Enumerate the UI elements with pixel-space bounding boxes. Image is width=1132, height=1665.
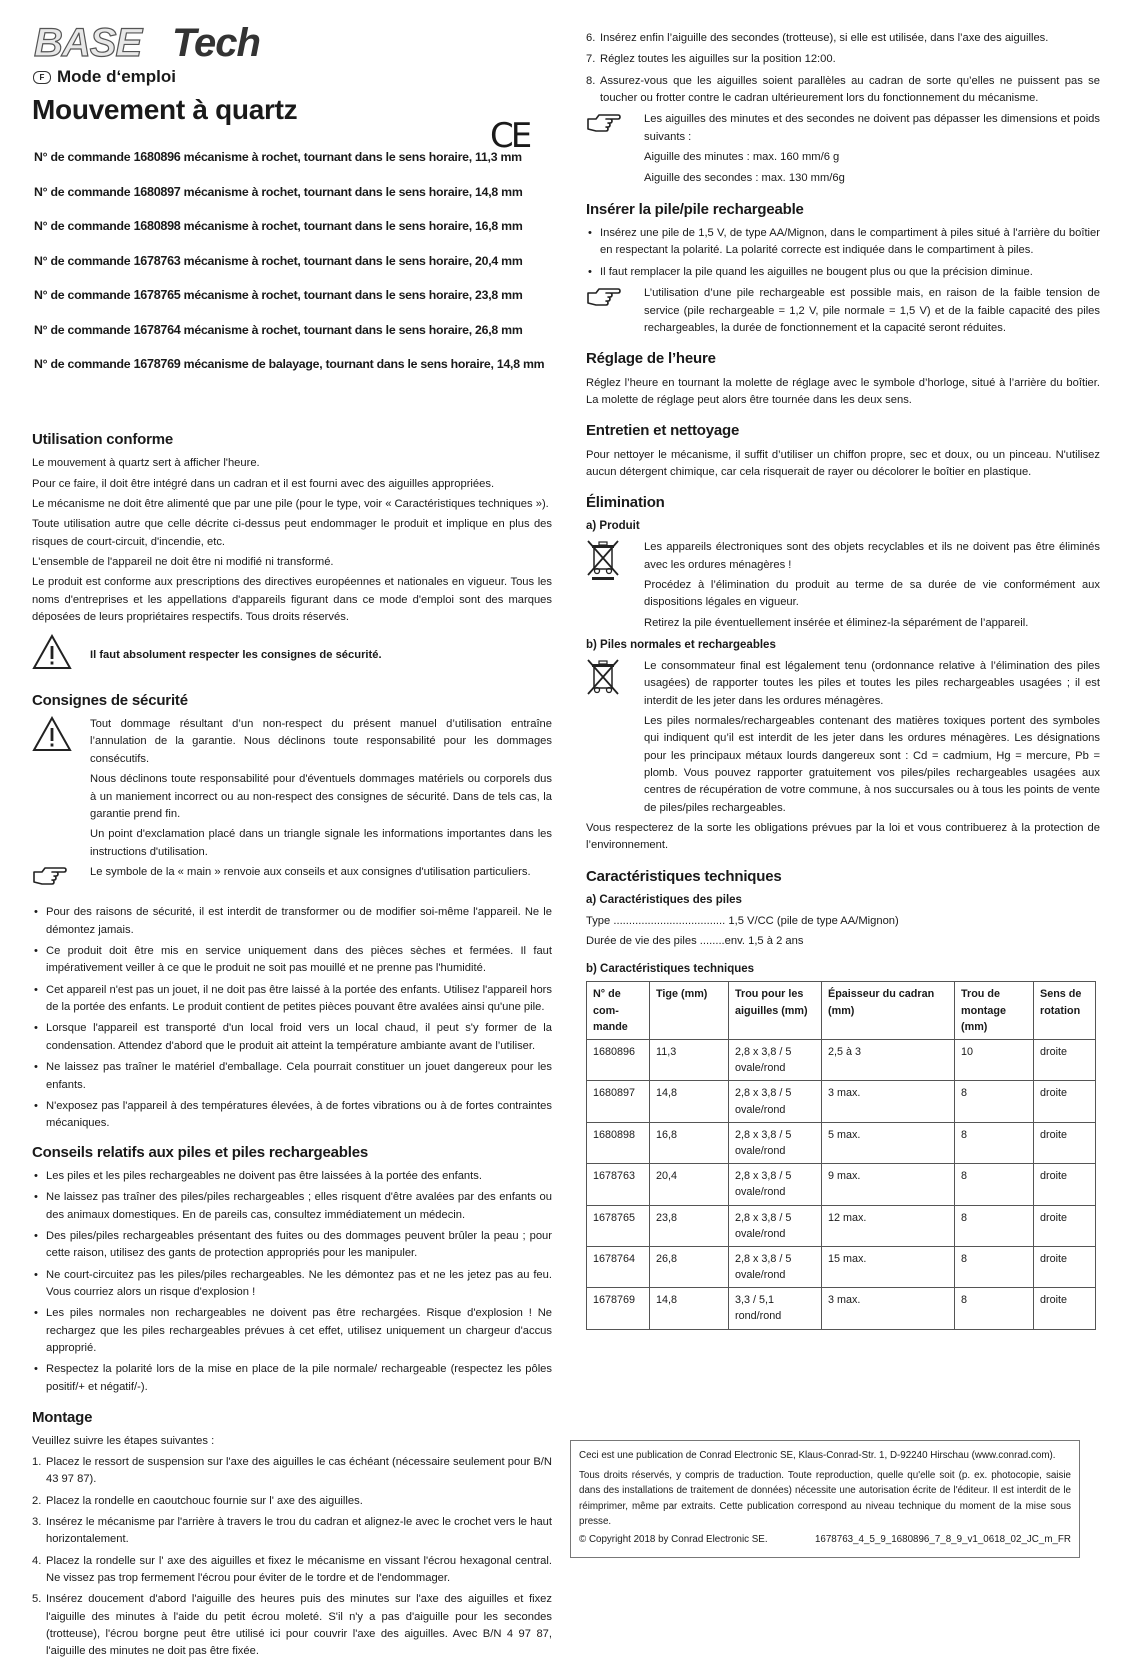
paragraph: Pour nettoyer le mécanisme, il suffit d’utiliser un chiffon propre, sec et doux, ou un pinceau. N'utilisez aucun détergent chimique, car cela risquerait de rayer ou décolorer le boîtier en plastique. bbox=[586, 448, 1100, 478]
paragraph: Nous déclinons toute responsabilité pour d'éventuels dommages matériels ou corporels dus à un maniement incorrect ou au non-respect des consignes de sécurité. Dans de tels cas, la garantie prend fin. bbox=[90, 773, 552, 820]
table-cell: 15 max. bbox=[822, 1246, 955, 1287]
order-description: mécanisme à rochet, tournant dans le sens horaire, 26,8 mm bbox=[180, 322, 523, 337]
safety-warning-row bbox=[32, 634, 552, 676]
table-cell: 1680896 bbox=[587, 1040, 650, 1081]
table-row bbox=[587, 1246, 1096, 1287]
produit-disposal-row bbox=[586, 539, 1100, 635]
table-header-row bbox=[587, 982, 1096, 1040]
table-cell: droite bbox=[1034, 1205, 1096, 1246]
step-text: Insérez le mécanisme par l'arrière à travers le trou du cadran et alignez-le avec le crochet vers le haut horizontalement. bbox=[46, 1515, 552, 1546]
produit-disposal-text bbox=[644, 539, 1100, 635]
basetech-logo bbox=[34, 22, 354, 64]
paragraph: Réglez l’heure en tournant la molette de réglage avec le symbole d’horloge, situé à l’arrière du boîtier. La molette de réglage peut alors être tournée dans les deux sens. bbox=[586, 376, 1100, 406]
list-item: • Il faut remplacer la pile quand les aiguilles ne bougent plus ou que la précision diminue. bbox=[586, 264, 1100, 281]
step-number: 5. bbox=[32, 1593, 42, 1606]
paragraph: Aiguille des secondes : max. 130 mm/6g bbox=[644, 171, 845, 184]
step-number: 6. bbox=[586, 32, 596, 44]
order-number: 1678765 bbox=[133, 288, 181, 302]
table-cell: droite bbox=[1034, 1246, 1096, 1287]
table-cell: 1680898 bbox=[587, 1122, 650, 1163]
consignes-bullet-list bbox=[32, 904, 552, 1132]
list-item: • Ne laissez pas traîner des piles/piles rechargeables ; elles risquent d'être avalées par des enfants ou des animaux domestiques. En de pareils cas, consultez immédiatement un médecin. bbox=[32, 1189, 552, 1224]
paragraph: L'ensemble de l'appareil ne doit être ni modifié ni transformé. bbox=[32, 556, 334, 569]
step-text: Placez la rondelle sur l' axe des aiguilles et fixez le mécanisme en vissant l'écrou hexagonal central. Ne vissez pas trop fermement l'écrou pour éviter de le tordre et de l'endommager. bbox=[46, 1554, 552, 1584]
hand-note-text: Le symbole de la « main » renvoie aux conseils et aux consignes d'utilisation particuliers. bbox=[90, 865, 531, 878]
table-cell: 3 max. bbox=[822, 1288, 955, 1329]
paragraph: Les appareils électroniques sont des objets recyclables et ils ne doivent pas être éliminés avec les ordures ménagères ! bbox=[644, 541, 1100, 571]
footer-rights: Tous droits réservés, y compris de traduction. Toute reproduction, quelle qu'elle soit (p. ex. photocopie, saisie dans des installations de traitement de données) nécessite une autorisation écrite de l'éditeur. Il est interdit de le réimprimer, même par extraits. Cette publication correspond au niveau technique du moment de la mise sous presse. bbox=[579, 1470, 1071, 1527]
list-item: • Insérez une pile de 1,5 V, de type AA/Mignon, dans le compartiment à piles situé à l'arrière du boîtier en respectant la polarité. La polarité correcte est indiquée dans le compartiment à piles. bbox=[586, 225, 1100, 260]
page-title: Mouvement à quartz bbox=[32, 94, 298, 125]
hand-note-row bbox=[586, 285, 1100, 337]
list-item bbox=[586, 51, 1100, 68]
order-line bbox=[34, 355, 564, 390]
paragraph: Procédez à l’élimination du produit au terme de sa durée de vie conformément aux dispositions légales en vigueur. bbox=[644, 579, 1100, 609]
order-number: 1680898 bbox=[133, 219, 181, 233]
table-cell: droite bbox=[1034, 1164, 1096, 1205]
list-item: • Les piles et les piles rechargeables ne doivent pas être laissées à la portée des enfants. bbox=[32, 1168, 552, 1185]
table-cell: 14,8 bbox=[650, 1081, 729, 1122]
step-number: 1. bbox=[32, 1455, 42, 1468]
table-cell: 2,8 x 3,8 / 5 ovale/rond bbox=[729, 1164, 822, 1205]
section-heading-reglage: Réglage de l’heure bbox=[586, 350, 716, 368]
paragraph: Retirez la pile éventuellement insérée et éliminez-la séparément de l’appareil. bbox=[644, 616, 1029, 629]
step-number: 3. bbox=[32, 1515, 42, 1528]
list-item: • N'exposez pas l'appareil à des températures élevées, à de fortes vibrations ou à de fortes contraintes mécaniques. bbox=[32, 1098, 552, 1133]
table-cell: 1678763 bbox=[587, 1164, 650, 1205]
table-cell: 2,8 x 3,8 / 5 ovale/rond bbox=[729, 1122, 822, 1163]
table-cell: 20,4 bbox=[650, 1164, 729, 1205]
table-cell: 3,3 / 5,1 rond/rond bbox=[729, 1288, 822, 1329]
table-cell: 1680897 bbox=[587, 1081, 650, 1122]
paragraph: Les piles normales/rechargeables contenant des matières toxiques portent des symboles qui indiquent qu’il est interdit de les jeter dans les ordures ménagères. Les désignations pour les principaux métaux lourds dangereux sont : Cd = cadmium, Hg = mercure, Pb = plomb. Vous pouvez rapporter gratuitement vos piles/piles rechargeables usagées aux centres de récupération de votre commune, à nos succursales ou à tous les points de vente de piles/piles rechargeables. bbox=[644, 714, 1100, 814]
list-item bbox=[586, 73, 1100, 108]
list-item: • Ce produit doit être mis en service uniquement dans des pièces sèches et fermées. Il faut impérativement veiller à ce que le produit ne soit pas mouillé et ne prenne pas l'humidité. bbox=[32, 943, 552, 978]
section-heading-elimination: Élimination bbox=[586, 494, 665, 512]
footer-copyright-row bbox=[579, 1532, 1071, 1547]
list-item: • Ne laissez pas traîner le matériel d'emballage. Cela pourrait constituer un jouet dangereux pour les enfants. bbox=[32, 1059, 552, 1094]
spec-value: 1,5 V/CC (pile de type AA/Mignon) bbox=[725, 914, 899, 927]
order-number: 1678763 bbox=[133, 253, 181, 268]
paragraph: Un point d'exclamation placé dans un triangle signale les informations importantes dans les instructions d'utilisation. bbox=[90, 828, 552, 858]
section-heading-consignes: Consignes de sécurité bbox=[32, 691, 188, 709]
table-cell: 10 bbox=[955, 1040, 1034, 1081]
spec-label: Durée de vie des piles ........ bbox=[586, 935, 725, 948]
list-item bbox=[32, 1553, 552, 1588]
crossed-bin-icon bbox=[586, 658, 644, 706]
hand-note-row bbox=[586, 111, 1100, 189]
paragraph: Le consommateur final est légalement tenu (ordonnance relative à l’élimination des piles usagées) de rapporter toutes les piles et toutes les piles rechargeables usagées ; il est interdit de les jeter dans les ordures ménagères. bbox=[644, 659, 1100, 707]
table-row bbox=[587, 1081, 1096, 1122]
language-badge: F bbox=[33, 71, 51, 84]
table-cell: 8 bbox=[955, 1288, 1034, 1329]
table-cell: 12 max. bbox=[822, 1205, 955, 1246]
order-line bbox=[34, 183, 564, 218]
paragraph: Les aiguilles des minutes et des secondes ne doivent pas dépasser les dimensions et poids suivants : bbox=[644, 113, 1100, 143]
order-prefix: N° de commande bbox=[34, 184, 134, 199]
table-row bbox=[587, 1040, 1096, 1081]
ce-mark: CE bbox=[490, 116, 530, 156]
footer-doc-code: 1678763_4_5_9_1680896_7_8_9_v1_0618_02_JC_m_FR bbox=[814, 1533, 1071, 1545]
column-header: Trou de montage (mm) bbox=[955, 982, 1034, 1040]
section-heading-inserer: Insérer la pile/pile rechargeable bbox=[586, 200, 804, 218]
table-cell: droite bbox=[1034, 1040, 1096, 1081]
spec-label: Type .................................... bbox=[586, 914, 726, 927]
table-cell: 2,8 x 3,8 / 5 ovale/rond bbox=[729, 1246, 822, 1287]
right-column bbox=[586, 30, 1100, 1330]
column-header: Trou pour les aiguilles (mm) bbox=[729, 982, 822, 1040]
table-cell: droite bbox=[1034, 1288, 1096, 1329]
step-text: Insérez enfin l’aiguille des secondes (trotteuse), si elle est utilisée, dans l’axe des aiguilles. bbox=[600, 32, 1049, 44]
order-prefix: N° de commande bbox=[34, 322, 134, 337]
table-cell: 3 max. bbox=[822, 1081, 955, 1122]
paragraph: Pour ce faire, il doit être intégré dans un cadran et il est fourni avec des aiguilles appropriées. bbox=[32, 477, 495, 490]
list-item: • Lorsque l'appareil est transporté d'un local froid vers un local chaud, il peut s'y former de la condensation. Attendez d'abord que le produit ait atteint la température ambiante avant de l’utiliser. bbox=[32, 1020, 552, 1055]
list-item bbox=[586, 30, 1100, 47]
order-description: mécanisme à rochet, tournant dans le sens horaire, 11,3 mm bbox=[180, 150, 522, 164]
step-text: Assurez-vous que les aiguilles soient parallèles au cadran de sorte qu’elles ne puissent pas se toucher ou frotter contre le cadran ultérieurement lors du fonctionnement du mécanisme. bbox=[600, 74, 1100, 105]
list-item bbox=[32, 1493, 552, 1510]
step-number: 8. bbox=[586, 74, 596, 87]
order-number: 1678769 bbox=[133, 357, 181, 371]
order-number: 1680896 bbox=[133, 150, 181, 164]
safety-warning-text: Il faut absolument respecter les consignes de sécurité. bbox=[90, 648, 382, 661]
order-prefix: N° de commande bbox=[34, 288, 134, 302]
section-heading-utilisation: Utilisation conforme bbox=[32, 431, 174, 448]
hand-note-text bbox=[644, 111, 1100, 189]
order-line bbox=[34, 217, 564, 252]
list-item: • Respectez la polarité lors de la mise en place de la pile normale/ rechargeable (respectez les pôles positif/+ et négatif/-). bbox=[32, 1361, 552, 1396]
publication-footer bbox=[570, 1440, 1080, 1558]
step-text: Placez le ressort de suspension sur l'axe des aiguilles le cas échéant (nécessaire seulement pour B/N 43 97 87). bbox=[46, 1455, 552, 1486]
table-cell: 11,3 bbox=[650, 1040, 729, 1081]
spec-type bbox=[586, 913, 1100, 930]
inserer-bullet-list bbox=[586, 225, 1100, 281]
table-cell: 8 bbox=[955, 1164, 1034, 1205]
column-header: Sens de rotation bbox=[1034, 982, 1096, 1040]
table-cell: 2,8 x 3,8 / 5 ovale/rond bbox=[729, 1081, 822, 1122]
step-text: Placez la rondelle en caoutchouc fournie sur l' axe des aiguilles. bbox=[46, 1494, 363, 1507]
document-mode bbox=[33, 64, 176, 90]
table-cell: 1678769 bbox=[587, 1288, 650, 1329]
list-item bbox=[32, 1591, 552, 1660]
section-heading-conseils: Conseils relatifs aux piles et piles rechargeables bbox=[32, 1143, 368, 1161]
logo-tech-text: Tech bbox=[172, 22, 260, 64]
pointing-hand-icon bbox=[586, 285, 644, 315]
table-cell: 2,8 x 3,8 / 5 ovale/rond bbox=[729, 1040, 822, 1081]
table-row bbox=[587, 1122, 1096, 1163]
table-cell: 1678765 bbox=[587, 1205, 650, 1246]
paragraph: Le mouvement à quartz sert à afficher l'heure. bbox=[32, 457, 260, 470]
consignes-warning-block bbox=[32, 716, 552, 864]
order-line bbox=[34, 321, 564, 356]
step-number: 2. bbox=[32, 1494, 42, 1507]
order-prefix: N° de commande bbox=[34, 253, 134, 268]
table-cell: 2,8 x 3,8 / 5 ovale/rond bbox=[729, 1205, 822, 1246]
montage-steps-continued bbox=[586, 30, 1100, 107]
footer-copyright: © Copyright 2018 by Conrad Electronic SE. bbox=[579, 1533, 768, 1545]
subheading-produit: a) Produit bbox=[586, 520, 640, 533]
spec-duree bbox=[586, 933, 1100, 950]
table-cell: droite bbox=[1034, 1081, 1096, 1122]
paragraph: Veuillez suivre les étapes suivantes : bbox=[32, 1435, 215, 1448]
warning-triangle-icon bbox=[32, 716, 90, 758]
montage-steps-list bbox=[32, 1454, 552, 1661]
piles-disposal-row bbox=[586, 658, 1100, 820]
table-cell: 8 bbox=[955, 1205, 1034, 1246]
order-number: 1678764 bbox=[133, 322, 181, 337]
order-line bbox=[34, 286, 564, 321]
table-body bbox=[587, 1040, 1096, 1330]
crossed-bin-icon bbox=[586, 539, 644, 587]
step-number: 7. bbox=[586, 53, 596, 66]
table-cell: droite bbox=[1034, 1122, 1096, 1163]
footer-publisher: Ceci est une publication de Conrad Electronic SE, Klaus-Conrad-Str. 1, D-92240 Hirschau (www.conrad.com). bbox=[579, 1450, 1056, 1461]
table-cell: 8 bbox=[955, 1246, 1034, 1287]
list-item: • Pour des raisons de sécurité, il est interdit de transformer ou de modifier soi-même l'appareil. Ne le démontez jamais. bbox=[32, 904, 552, 939]
step-number: 4. bbox=[32, 1554, 42, 1567]
paragraph: Vous respecterez de la sorte les obligations prévues par la loi et vous contribuerez à la protection de l’environnement. bbox=[586, 822, 1100, 852]
paragraph: Toute utilisation autre que celle décrite ci-dessus peut endommager le produit et implique en plus des risques de court-circuit, d'incendie, etc. bbox=[32, 518, 552, 548]
logo-base-text: BASE bbox=[34, 22, 142, 64]
order-prefix: N° de commande bbox=[34, 150, 134, 164]
subheading-piles: b) Piles normales et rechargeables bbox=[586, 639, 776, 652]
step-text: Réglez toutes les aiguilles sur la position 12:00. bbox=[600, 53, 836, 66]
order-list bbox=[34, 148, 564, 390]
table-cell: 9 max. bbox=[822, 1164, 955, 1205]
table-row bbox=[587, 1205, 1096, 1246]
list-item: • Ne court-circuitez pas les piles/piles rechargeables. Ne les démontez pas et ne les jetez pas au feu. Vous courriez alors un risque d'explosion ! bbox=[32, 1267, 552, 1302]
section-heading-caracteristiques: Caractéristiques techniques bbox=[586, 867, 782, 885]
order-prefix: N° de commande bbox=[34, 219, 134, 233]
subheading-piles-specs: a) Caractéristiques des piles bbox=[586, 894, 742, 907]
consignes-warning-text bbox=[90, 716, 552, 864]
section-heading-entretien: Entretien et nettoyage bbox=[586, 422, 740, 440]
order-number: 1680897 bbox=[133, 184, 181, 199]
list-item: • Les piles normales non rechargeables ne doivent pas être rechargées. Risque d'explosion ! Ne rechargez que les piles rechargeables prévues à cet effet, utilisez uniquement un chargeur d'accus approprié. bbox=[32, 1305, 552, 1357]
list-item: • Des piles/piles rechargeables présentant des fuites ou des dommages peuvent brûler la peau ; pour cette raison, utilisez des gants de protection appropriés pour les manipuler. bbox=[32, 1228, 552, 1263]
mode-label: Mode d‘emploi bbox=[57, 67, 176, 86]
conseils-bullet-list bbox=[32, 1168, 552, 1396]
order-description: mécanisme à rochet, tournant dans le sens horaire, 23,8 mm bbox=[180, 288, 523, 302]
hand-note-row bbox=[32, 864, 552, 894]
left-column bbox=[32, 428, 552, 1665]
table-cell: 8 bbox=[955, 1122, 1034, 1163]
list-item bbox=[32, 1454, 552, 1489]
table-cell: 5 max. bbox=[822, 1122, 955, 1163]
order-description: mécanisme à rochet, tournant dans le sens horaire, 14,8 mm bbox=[180, 184, 523, 199]
table-cell: 8 bbox=[955, 1081, 1034, 1122]
order-prefix: N° de commande bbox=[34, 357, 134, 371]
table-cell: 2,5 à 3 bbox=[822, 1040, 955, 1081]
table-cell: 23,8 bbox=[650, 1205, 729, 1246]
warning-triangle-icon bbox=[32, 634, 90, 676]
table-row bbox=[587, 1288, 1096, 1329]
hand-note-text: L’utilisation d’une pile rechargeable est possible mais, en raison de la faible tension de service (pile rechargeable = 1,2 V, pile normale = 1,5 V) et de la faible capacité des piles rechargeables, la durée de fonctionnement et la capacité seront réduites. bbox=[644, 287, 1100, 334]
list-item bbox=[32, 1514, 552, 1549]
paragraph: Aiguille des minutes : max. 160 mm/6 g bbox=[644, 151, 840, 164]
table-cell: 26,8 bbox=[650, 1246, 729, 1287]
order-line bbox=[34, 252, 564, 287]
pointing-hand-icon bbox=[586, 111, 644, 141]
section-heading-montage: Montage bbox=[32, 1409, 93, 1427]
specs-table bbox=[586, 981, 1096, 1329]
list-item: • Cet appareil n'est pas un jouet, il ne doit pas être laissé à la portée des enfants. Utilisez l'appareil hors de la portée des enfants. Le produit contient de petites pièces pouvant être avalées ainsi qu'une pile. bbox=[32, 982, 552, 1017]
order-description: mécanisme à rochet, tournant dans le sens horaire, 16,8 mm bbox=[180, 219, 523, 233]
table-cell: 16,8 bbox=[650, 1122, 729, 1163]
paragraph: Le produit est conforme aux prescriptions des directives européennes et nationales en vigueur. Tous les noms d'entreprises et les appellations d'appareils figurant dans ce mode d'emploi sont des marques déposées de leurs propriétaires respectifs. Tous droits réservés. bbox=[32, 576, 552, 624]
order-line bbox=[34, 148, 564, 183]
order-description: mécanisme à rochet, tournant dans le sens horaire, 20,4 mm bbox=[180, 253, 523, 268]
table-cell: 1678764 bbox=[587, 1246, 650, 1287]
column-header: Épaisseur du cadran (mm) bbox=[822, 982, 955, 1040]
paragraph: Le mécanisme ne doit être alimenté que par une pile (pour le type, voir « Caractéristiques techniques »). bbox=[32, 497, 549, 510]
table-row bbox=[587, 1164, 1096, 1205]
paragraph: Tout dommage résultant d’un non-respect du présent manuel d’utilisation entraîne l’annulation de la garantie. Nous déclinons toute responsabilité pour les dommages consécutifs. bbox=[90, 718, 552, 765]
pointing-hand-icon bbox=[32, 864, 90, 894]
subheading-tech-specs: b) Caractéristiques techniques bbox=[586, 962, 755, 975]
column-header: Tige (mm) bbox=[650, 982, 729, 1040]
spec-value: env. 1,5 à 2 ans bbox=[724, 935, 804, 948]
column-header: N° de com-mande bbox=[587, 982, 650, 1040]
piles-disposal-text bbox=[644, 658, 1100, 820]
order-description: mécanisme de balayage, tournant dans le sens horaire, 14,8 mm bbox=[180, 357, 545, 371]
table-cell: 14,8 bbox=[650, 1288, 729, 1329]
step-text: Insérez doucement d'abord l'aiguille des heures puis des minutes sur l'axe des aiguilles et fixez l'aiguille des minutes à l'aide du petit écrou moleté. S'il n'y a pas d'aiguille pour les secondes (trotteuse), l'écrou borgne peut être utilisé ici pour couvrir l'axe des aiguilles. Avec B/N 4 97 87, l'aiguille des minutes ne doit pas être fixée. bbox=[46, 1593, 552, 1658]
